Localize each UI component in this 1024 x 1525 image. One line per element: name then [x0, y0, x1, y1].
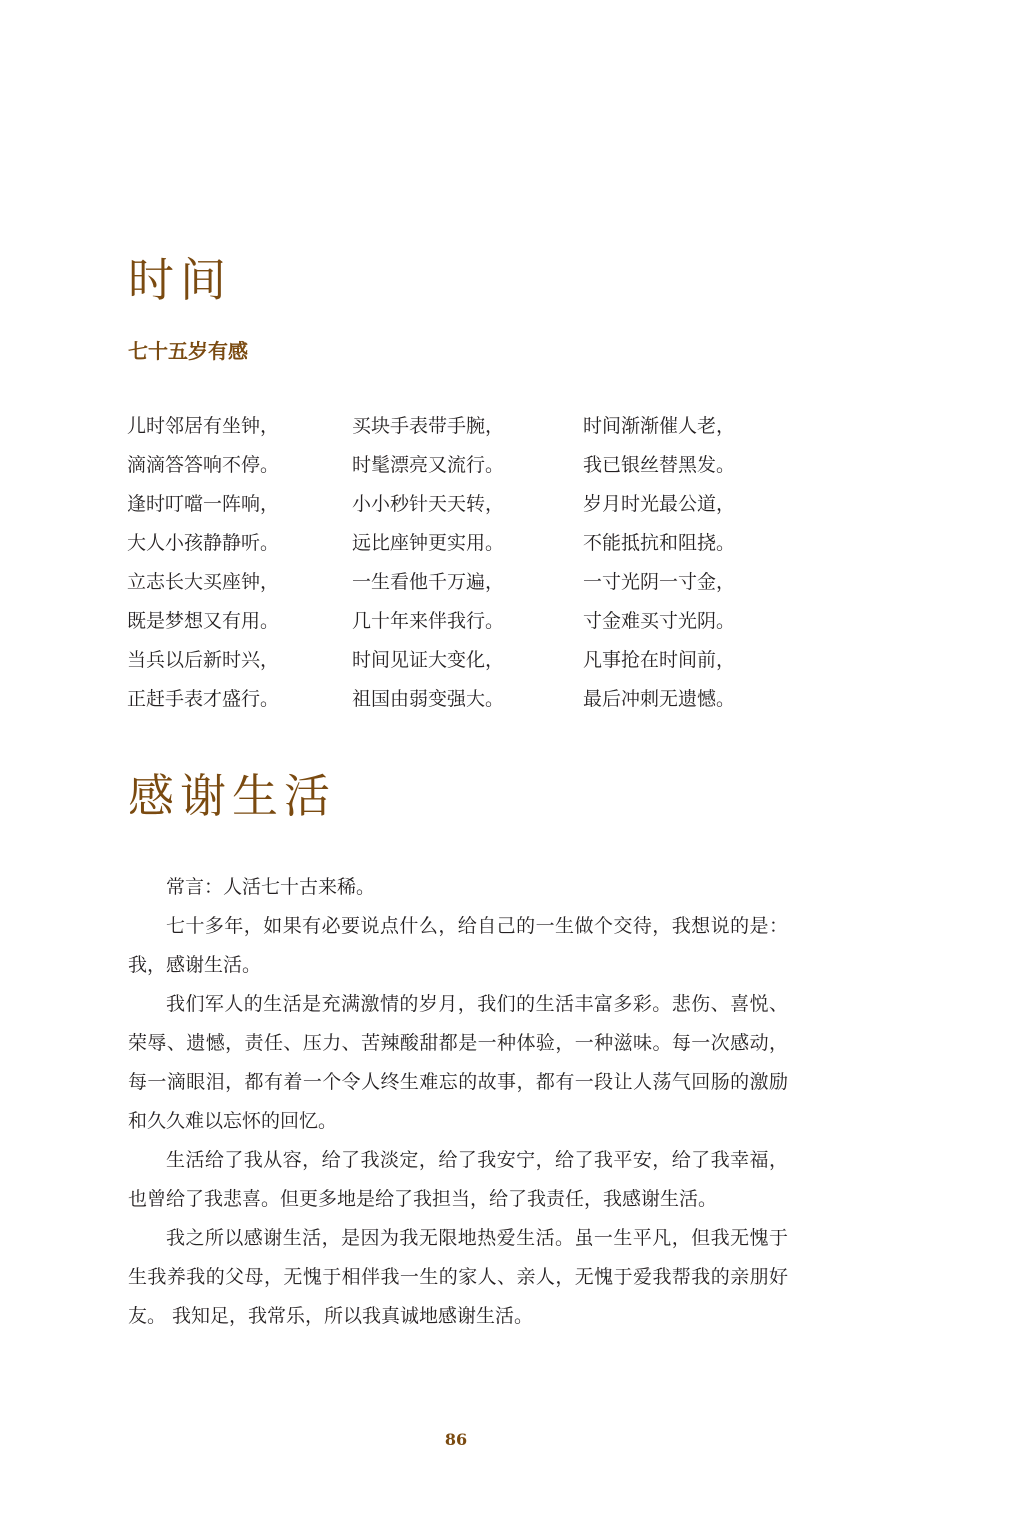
poem-subtitle: 七十五岁有感	[128, 339, 248, 363]
essay-paragraph: 我之所以感谢生活，是因为我无限地热爱生活。虽一生平凡，但我无愧于生我养我的父母，无愧于相伴我一生的家人、亲人，无愧于爱我帮我的亲朋好友。 我知足，我常乐，所以我真诚地感谢生活。	[128, 1227, 788, 1327]
poem-line: 岁月时光最公道，	[583, 493, 736, 515]
poem-line: 滴滴答答响不停。	[127, 454, 280, 476]
poem-line: 不能抵抗和阻挠。	[583, 532, 736, 554]
essay-paragraph: 生活给了我从容，给了我淡定，给了我安宁，给了我平安，给了我幸福，也曾给了我悲喜。但更多地是给了我担当，给了我责任，我感谢生活。	[128, 1149, 788, 1210]
poem-line: 正赶手表才盛行。	[127, 688, 280, 710]
poem-line: 时间见证大变化，	[352, 649, 505, 671]
essay-body	[128, 868, 788, 1336]
poem-column-3	[583, 407, 803, 719]
poem-line: 儿时邻居有坐钟，	[127, 415, 280, 437]
poem-line: 立志长大买座钟，	[127, 571, 280, 593]
essay-title: 感谢生活	[128, 769, 336, 823]
poem-line: 逢时叮噹一阵响，	[127, 493, 280, 515]
poem-line: 既是梦想又有用。	[127, 610, 280, 632]
poem-line: 最后冲刺无遗憾。	[583, 688, 736, 710]
poem-line: 当兵以后新时兴，	[127, 649, 280, 671]
poem-line: 时间渐渐催人老，	[583, 415, 736, 437]
essay-paragraph: 常言：人活七十古来稀。	[166, 876, 376, 898]
poem-line: 一寸光阴一寸金，	[583, 571, 736, 593]
poem-line: 时髦漂亮又流行。	[352, 454, 505, 476]
essay-paragraph: 七十多年，如果有必要说点什么，给自己的一生做个交待，我想说的是：我，感谢生活。	[128, 915, 788, 976]
page-number: 86	[444, 1430, 468, 1449]
poem-title: 时间	[128, 253, 232, 307]
essay-paragraph: 我们军人的生活是充满激情的岁月，我们的生活丰富多彩。悲伤、喜悦、荣辱、遗憾，责任、压力、苦辣酸甜都是一种体验，一种滋味。每一次感动，每一滴眼泪，都有着一个令人终生难忘的故事，都有一段让人荡气回肠的激励和久久难以忘怀的回忆。	[128, 993, 788, 1132]
poem-line: 几十年来伴我行。	[352, 610, 505, 632]
poem-column-2	[352, 407, 572, 719]
poem-line: 祖国由弱变强大。	[352, 688, 505, 710]
poem-line: 我已银丝替黑发。	[583, 454, 736, 476]
poem-line: 大人小孩静静听。	[127, 532, 280, 554]
poem-line: 远比座钟更实用。	[352, 532, 505, 554]
poem-column-1	[127, 407, 347, 719]
poem-line: 寸金难买寸光阴。	[583, 610, 736, 632]
poem-line: 小小秒针天天转，	[352, 493, 505, 515]
poem-line: 一生看他千万遍，	[352, 571, 505, 593]
poem-line: 买块手表带手腕，	[352, 415, 505, 437]
poem-line: 凡事抢在时间前，	[583, 649, 736, 671]
